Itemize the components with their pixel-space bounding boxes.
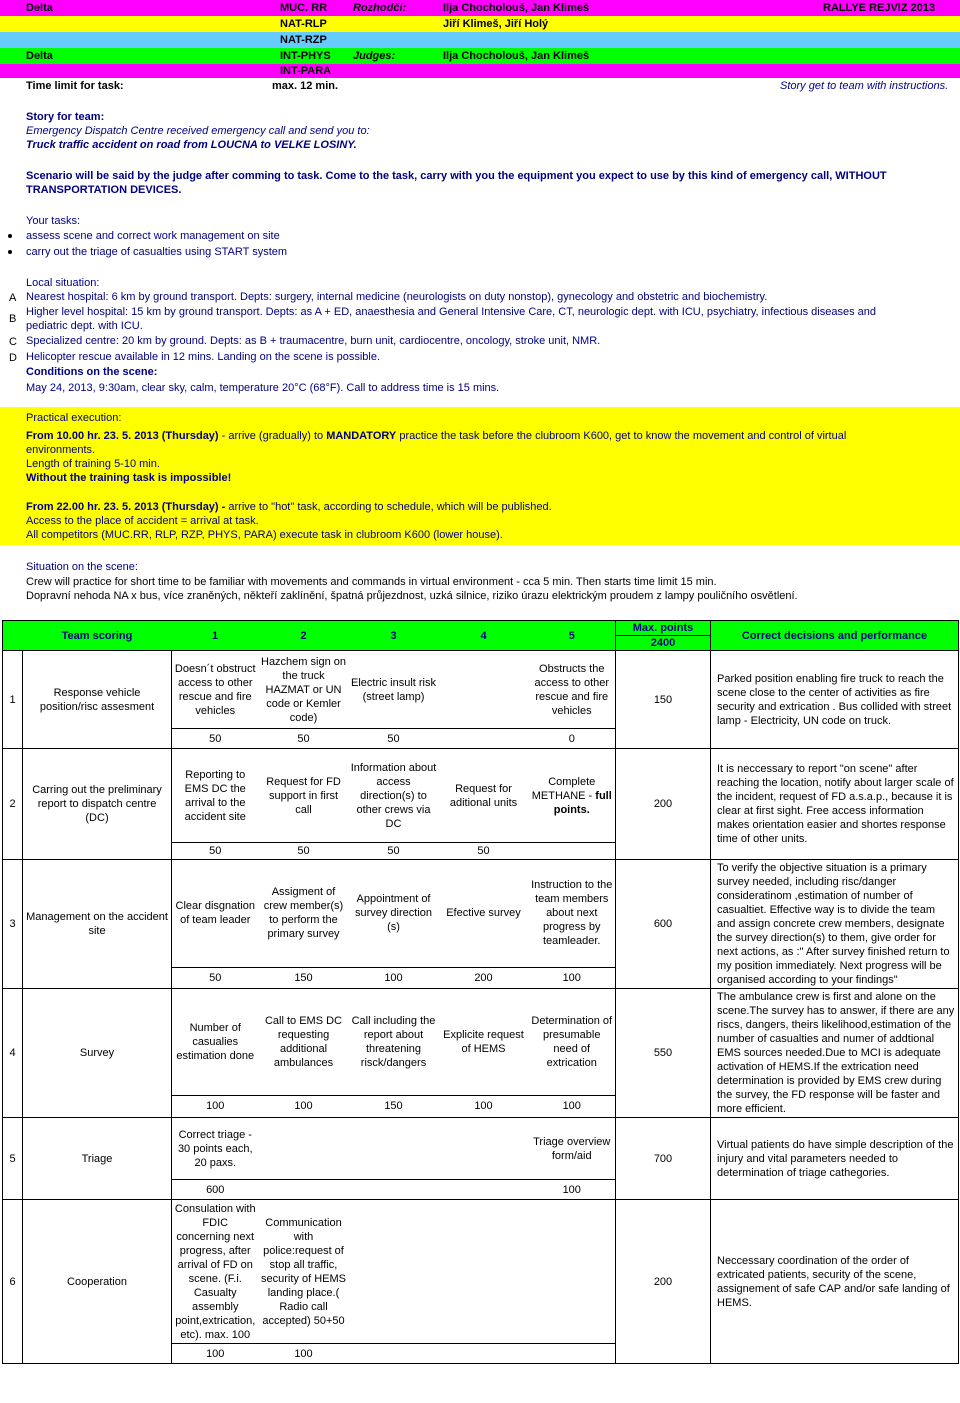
practical-line-6: All competitors (MUC.RR, RLP, RZP, PHYS, PARA) execute task in clubroom K600 (lower house). [26,529,503,541]
conditions-text: May 24, 2013, 9:30am, clear sky, calm, temperature 20°C (68°F). Call to address time is 15 mins. [26,382,500,394]
points-cell [529,1344,616,1364]
table-row [3,1118,959,1180]
time-limit-value: max. 12 min. [272,80,339,92]
situation-heading: Situation on the scene: [26,561,138,573]
scenario-line-2: TRANSPORTATION DEVICES. [26,184,182,196]
points-cell [529,843,616,860]
practical-heading: Practical execution: [26,412,122,424]
local-item-a: Nearest hospital: 6 km by ground transport. Depts: surgery, internal medicine (neurologists on duty nonstop), gynecology and obstetric and biochemistry. [26,291,768,303]
header-delta: Delta [26,50,53,62]
max-points: 550 [616,989,711,1118]
criterion-cell [349,1200,439,1344]
criterion-cell: Determination of presumable need of extrication [529,989,616,1096]
criterion-cell: Reporting to EMS DC the arrival to the accident site [172,749,259,843]
local-item-d: Helicopter rescue available in 12 mins. Landing on the scene is possible. [26,351,381,363]
situation-line-1: Crew will practice for short time to be familiar with movements and commands in virtual environment - cca 5 min. Then starts time limit 15 min. [26,576,717,588]
criterion-cell: Efective survey [439,860,529,968]
desc-header: Correct decisions and performance [711,621,959,651]
scoring-table [2,620,959,1364]
practical-text: practice the task before the clubroom K600, get to know the movement and control of virtual [396,430,847,442]
points-cell [439,729,529,749]
row-criterion: Carring out the preliminary report to dispatch centre (DC) [23,749,172,860]
points-cell: 50 [349,729,439,749]
points-cell: 600 [172,1180,259,1200]
criterion-cell: Electric insult risk (street lamp) [349,651,439,729]
col-header-2: 2 [259,621,349,651]
local-heading: Local situation: [26,277,100,289]
row-description: Parked position enabling fire truck to reach the scene close to the center of activities as fire security and extrication . Bus collided with street lamp - Electricity, UN code on truck. [711,651,959,749]
local-letter-b: B [9,313,17,325]
points-cell: 50 [172,729,259,749]
points-cell: 100 [172,1344,259,1364]
row-description: To verify the objective situation is a primary survey needed, including risc/danger consideratinom ,estimation of number of casualtiet. Effective way is to divide the team and assign concrete crew members, designate the survey direction(s) to them, give order for next actions, as :" After survey finished return to my position immediately. Next progress will be organised according to your findings" [711,860,959,989]
row-number: 6 [3,1200,23,1364]
header-row-5 [0,64,960,78]
max-points: 150 [616,651,711,749]
table-row [3,749,959,843]
practical-date-1: From 10.00 hr. 23. 5. 2013 (Thursday) [26,430,219,442]
criterion-cell [349,1118,439,1180]
practical-line-1 [26,429,846,443]
points-cell [349,1180,439,1200]
points-cell: 100 [529,1180,616,1200]
max-points: 200 [616,1200,711,1364]
max-points-label: Max. points [616,621,710,636]
story-line-2: Truck traffic accident on road from LOUCNA to VELKE LOSINY. [26,139,357,151]
criterion-cell: Appointment of survey direction (s) [349,860,439,968]
local-letter-d: D [9,352,17,364]
criterion-cell: Information about access direction(s) to other crews via DC [349,749,439,843]
row-number: 3 [3,860,23,989]
practical-line-5: Access to the place of accident = arrival at task. [26,515,259,527]
points-cell [439,1344,529,1364]
tasks-heading: Your tasks: [26,215,81,227]
header-category: INT-PARA [280,65,332,77]
row-criterion: Response vehicle position/risc assesment [23,651,172,749]
col-header-1: 1 [172,621,259,651]
bullet [8,250,12,254]
criterion-cell: Call to EMS DC requesting additional ambulances [259,989,349,1096]
criterion-cell: Call including the report about threatening risck/dangers [349,989,439,1096]
row-description: It is neccessary to report "on scene" after reaching the location, notify about larger scale of the incident, request of FD a.s.a.p., because it is clear at first sight. Free access information makes orientation easier and shortes response time of other units. [711,749,959,860]
header-judges-label: Judges: [353,50,396,62]
criterion-cell: Consulation with FDIC concerning next progress, after arrival of FD on scene. (F.i. Casualty assembly point,extrication, etc). max. 100 [172,1200,259,1344]
header-event: RALLYE REJVIZ 2013 [823,2,936,14]
criterion-cell: Request for FD support in first call [259,749,349,843]
criterion-cell: Triage overview form/aid [529,1118,616,1180]
bullet [8,234,12,238]
header-category: MUC. RR [280,2,328,14]
criterion-cell: Explicite request of HEMS [439,989,529,1096]
header-row-2 [0,16,960,32]
max-points: 700 [616,1118,711,1200]
points-cell: 50 [172,967,259,988]
points-cell [349,1344,439,1364]
practical-line-1b: environments. [26,444,96,456]
table-row [3,1200,959,1344]
header-judges: Ilja Chocholouš, Jan Klimeš [443,2,590,14]
max-points-header [616,621,711,651]
points-cell: 50 [349,843,439,860]
points-cell: 50 [172,843,259,860]
story-heading: Story for team: [26,111,105,123]
row-number: 2 [3,749,23,860]
criterion-cell [439,1118,529,1180]
local-item-b-2: pediatric dept. with ICU. [26,320,143,332]
local-letter-c: C [9,336,17,348]
max-points: 200 [616,749,711,860]
points-cell: 200 [439,967,529,988]
criterion-cell [439,1200,529,1344]
practical-line-3: Without the training task is impossible! [26,472,232,484]
points-cell: 100 [259,1095,349,1117]
practical-date-2: From 22.00 hr. 23. 5. 2013 (Thursday) - [26,501,229,513]
points-cell: 100 [259,1344,349,1364]
practical-mandatory: MANDATORY [326,430,397,442]
table-row [3,651,959,729]
header-row-6 [0,78,960,94]
points-cell: 50 [259,843,349,860]
conditions-heading: Conditions on the scene: [26,366,158,378]
row-number: 4 [3,989,23,1118]
table-row [3,860,959,968]
criterion-cell: Correct triage - 30 points each, 20 paxs. [172,1118,259,1180]
points-cell [259,1180,349,1200]
criterion-cell: Instruction to the team members about next progress by teamleader. [529,860,616,968]
points-cell: 150 [259,967,349,988]
col-header-4: 4 [439,621,529,651]
max-points: 600 [616,860,711,989]
header-category: NAT-RLP [280,18,327,30]
practical-line-2: Length of training 5-10 min. [26,458,160,470]
story-line-1: Emergency Dispatch Centre received emergency call and send you to: [26,125,370,137]
criterion-cell: Doesn´t obstruct access to other rescue and fire vehicles [172,651,259,729]
row-criterion: Triage [23,1118,172,1200]
criterion-cell: Request for aditional units [439,749,529,843]
criterion-cell: Complete METHANE - full points. [529,749,616,843]
col-header-3: 3 [349,621,439,651]
points-cell: 50 [439,843,529,860]
criterion-cell: Assigment of crew member(s) to perform the primary survey [259,860,349,968]
header-judges: Jiří Klimeš, Jiří Holý [443,18,549,30]
criterion-cell [259,1118,349,1180]
row-criterion: Cooperation [23,1200,172,1364]
criterion-cell: Communication with police:request of stop all traffic, security of HEMS landing place.( Radio call accepted) 50+50 [259,1200,349,1344]
local-letter-a: A [9,292,17,304]
criterion-cell: Obstructs the access to other rescue and fire vehicles [529,651,616,729]
row-criterion: Survey [23,989,172,1118]
table-header [3,621,959,651]
header-category: NAT-RZP [280,34,327,46]
criterion-cell: Clear disgnation of team leader [172,860,259,968]
points-cell: 150 [349,1095,439,1117]
header-delta: Delta [26,2,53,14]
points-cell: 50 [259,729,349,749]
row-criterion: Management on the accident site [23,860,172,989]
scenario-line-1: Scenario will be said by the judge after comming to task. Come to the task, carry with you the equipment you expect to use by this kind of emergency call, WITHOUT [26,170,887,182]
practical-line-4 [26,500,552,514]
practical-text: - arrive (gradually) to [218,430,327,442]
task-item: assess scene and correct work management on site [26,230,280,242]
local-item-b: Higher level hospital: 15 km by ground transport. Depts: as A + ED, anaesthesia and General Intensive Care, CT, neurologic dept. with ICU, psychiatry, infectious diseases and [26,306,876,318]
row-number: 1 [3,651,23,749]
criterion-cell: Number of casualies estimation done [172,989,259,1096]
header-judges-label: Rozhodčí: [353,2,407,14]
time-limit-label: Time limit for task: [26,80,124,92]
row-number: 5 [3,1118,23,1200]
points-cell: 100 [349,967,439,988]
header-row-1 [0,0,960,16]
max-points-total: 2400 [650,637,676,649]
practical-text: arrive to "hot" task, according to schedule, which will be published. [228,501,552,513]
points-cell: 100 [172,1095,259,1117]
header-judges: Ilja Chocholouš, Jan Klimeš [443,50,590,62]
points-cell: 0 [529,729,616,749]
row-description: The ambulance crew is first and alone on the scene.The survey has to answer, if there are any riscs, dangers, theirs likelihood,estimation of the number of casualties and numer of addtional EMS sources needed.Due to MCI is adequate activation of HEMS.If the extrication need determination is provided by EMS crew during the survey, the FD response will be faster and more efficient. [711,989,959,1118]
local-item-c: Specialized centre: 20 km by ground. Depts: as B + traumacentre, burn unit, cardiocentre, oncology, stroke unit, NMR. [26,335,601,347]
header-row-4 [0,48,960,64]
criterion-cell: Hazchem sign on the truck HAZMAT or UN code or Kemler code) [259,651,349,729]
points-cell [439,1180,529,1200]
team-scoring-header: Team scoring [23,621,172,651]
header-category: INT-PHYS [280,50,331,62]
points-cell: 100 [529,1095,616,1117]
task-item: carry out the triage of casualties using START system [26,246,288,258]
col-header-5: 5 [529,621,616,651]
table-row [3,989,959,1096]
header-row-3 [0,32,960,48]
criterion-cell [439,651,529,729]
points-cell: 100 [529,967,616,988]
story-note: Story get to team with instructions. [780,80,949,92]
situation-line-2: Dopravní nehoda NA x bus, více zraněných, někteří zaklínění, špatná průjezdnost, uzká silnice, riziko úrazu elektrickým proudem z lampy pouličního osvětlení. [26,590,798,602]
criterion-cell [529,1200,616,1344]
row-description: Neccessary coordination of the order of extricated patients, security of the scene, assignement of safe CAP and/or safe landing of HEMS. [711,1200,959,1364]
row-description: Virtual patients do have simple description of the injury and vital parameters needed to determination of triage cathegories. [711,1118,959,1200]
points-cell: 100 [439,1095,529,1117]
